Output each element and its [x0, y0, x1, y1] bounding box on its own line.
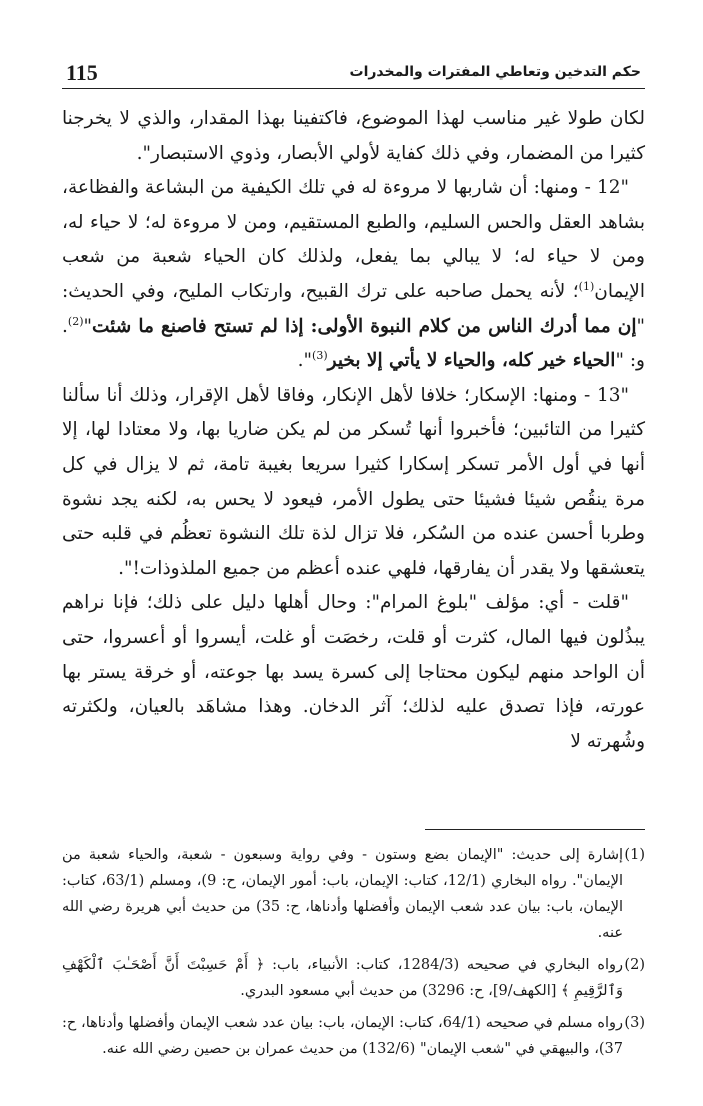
paragraph-2-part-d: . و: " — [62, 315, 645, 372]
main-text — [62, 102, 645, 759]
footnote-divider — [425, 829, 645, 830]
footnote-1 — [62, 842, 645, 946]
paragraph-2-part-c: " — [83, 315, 92, 337]
footnote-number: (1) — [624, 847, 645, 863]
running-title: حكم التدخين وتعاطي المفترات والمخدرات — [349, 64, 641, 80]
page-header — [62, 60, 645, 89]
footnotes — [62, 842, 645, 1068]
footnote-number: (2) — [624, 957, 645, 973]
footnote-text: رواه البخاري في صحيحه (1284/3، كتاب: الأنبياء، باب: ﴿ أَمْ حَسِبْتَ أَنَّ أَصْحَـٰبَ ٱلْكَهْفِ وَٱلرَّقِيمِ ﴾ [الكهف/9]، ح: 3296) من حديث أبي مسعود البدري. — [62, 957, 623, 999]
hadith-quote-1: إن مما أدرك الناس من كلام النبوة الأولى: إذا لم تستح فاصنع ما شئت — [92, 315, 637, 337]
footnote-text: رواه مسلم في صحيحه (64/1، كتاب: الإيمان، باب: بيان عدد شعب الإيمان وأفضلها وأدناها، ح: 37)، والبيهقي في "شعب الإيمان" (132/6) من حديث عمران بن حصين رضي الله عنه. — [62, 1015, 623, 1057]
footnote-ref-2[interactable]: (2) — [67, 314, 84, 328]
footnote-3 — [62, 1010, 645, 1062]
paragraph-3: "13 - ومنها: الإسكار؛ خلافا لأهل الإنكار، وفاقا لأهل الإقرار، وذلك أنا سألنا كثيرا من التائبين؛ فأخبروا أنها تُسكر من لم يكن ضاريا بها، ولا معتادا لها، إلا أنها في أول الأمر تسكر إسكارا كثيرا سريعا بغيبة تامة، ثم لا يزال في كل مرة ينقُص شيئا فشيئا حتى يطول الأمر، فيعود لا يحس به، لكنه يجد نشوة وطربا أحسن عنده من السُكر، فلا تزال لذة تلك النشوة تعظُم في قلبه حتى يتعشقها ولا يقدر أن يفارقها، فلهي عنده أعظم من جميع الملذوذات!". — [62, 384, 645, 579]
paragraph-2-part-b: ؛ لأنه يحمل صاحبه على ترك القبيح، وارتكاب المليح، وفي الحديث: " — [62, 280, 645, 337]
footnote-number: (3) — [624, 1015, 645, 1031]
paragraph-2-part-a: "12 - ومنها: أن شاربها لا مروءة له في تلك الكيفية من البشاعة والفظاعة، بشاهد العقل والحس السليم، والطبع المستقيم، ومن لا مروءة له؛ لا حياء له، ومن لا حياء له؛ لا يبالي بما يفعل، ولذلك كان الحياء شعبة من شعب الإيمان — [62, 177, 645, 302]
footnote-ref-3[interactable]: (3) — [312, 349, 328, 362]
paragraph-1: لكان طولا غير مناسب لهذا الموضوع، فاكتفينا بهذا المقدار، والذي لا يخرجنا كثيرا من المضمار، وفي ذلك كفاية لأولي الأبصار، وذوي الاستبصار". — [62, 108, 645, 164]
paragraph-2 — [62, 171, 645, 379]
footnote-ref-1[interactable]: (1) — [578, 279, 595, 293]
paragraph-2-part-e: ". — [297, 350, 313, 372]
hadith-quote-2: الحياء خير كله، والحياء لا يأتي إلا بخير — [327, 350, 616, 372]
footnote-text: إشارة إلى حديث: "الإيمان بضع وستون - وفي رواية وسبعون - شعبة، والحياء شعبة من الإيمان". رواه البخاري (12/1، كتاب: الإيمان، باب: أمور الإيمان، ح: 9)، ومسلم (63/1، كتاب: الإيمان، باب: بيان عدد شعب الإيمان وأفضلها وأدناها، ح: 35) من حديث أبي هريرة رضي الله عنه. — [62, 847, 624, 941]
footnote-2 — [62, 952, 645, 1004]
paragraph-4: "قلت - أي: مؤلف "بلوغ المرام": وحال أهلها دليل على ذلك؛ فإنا نراهم يبذُلون فيها المال، كثرت أو قلت، رخصَت أو غلت، أيسروا أو أعسروا، حتى أن الواحد منهم ليكون محتاجا إلى كسرة يسد بها جوعته، أو خرقة يستر بها عورته، فإذا تصدق عليه لذلك؛ آثر الدخان. وهذا مشاهَد بالعيان، ولكثرته وشُهرته لا — [62, 592, 645, 752]
page-number: 115 — [66, 60, 98, 85]
